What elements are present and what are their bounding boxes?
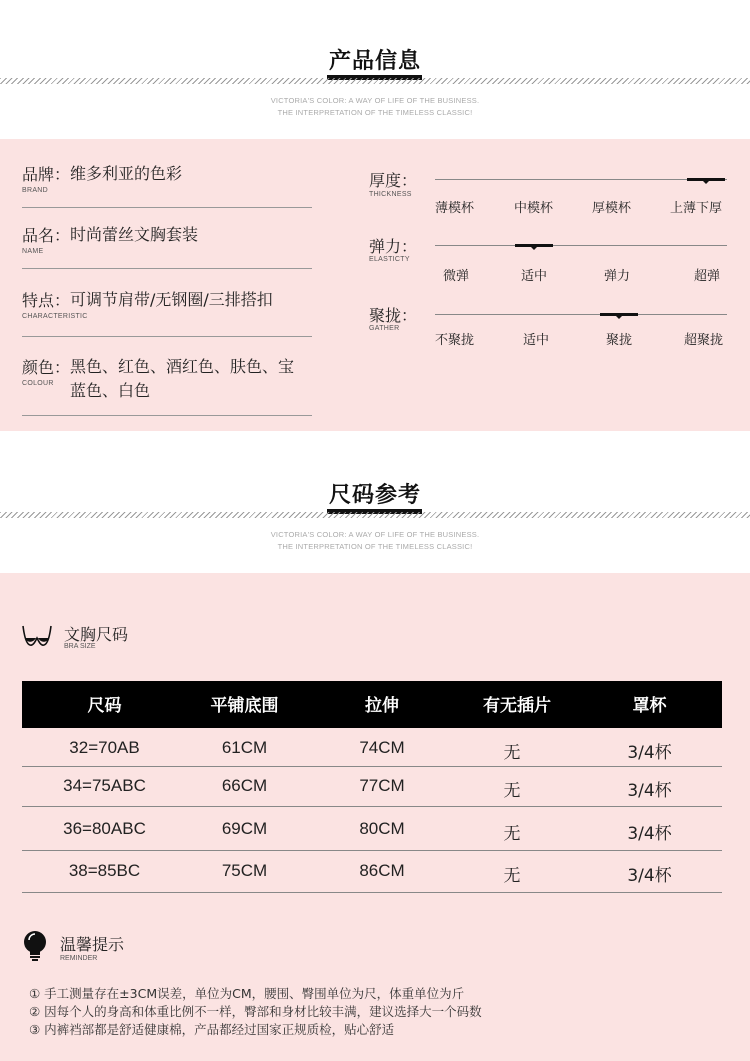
scale-elasticity (369, 234, 729, 294)
scale-thickness (369, 168, 729, 228)
scale-en: GATHER (369, 325, 400, 332)
column-header: 尺码 (87, 696, 122, 716)
slogan-line2: THE INTERPRETATION OF THE TIMELESS CLASSIC! (277, 542, 473, 551)
info-en: CHARACTERISTIC (22, 313, 88, 320)
cell-flat-band: 61CM (221, 738, 268, 757)
scale-gather (369, 303, 729, 363)
row-divider (22, 766, 722, 767)
scale-option: 不聚拢 (435, 333, 475, 348)
section-title-product-info (0, 44, 750, 75)
info-divider (22, 207, 312, 208)
cell-flat-band: 75CM (221, 861, 268, 880)
cell-size: 36=80ABC (63, 819, 146, 838)
slogan (0, 529, 750, 553)
scale-option: 适中 (523, 333, 550, 348)
row-divider (22, 806, 722, 807)
scale-option: 厚模杯 (592, 201, 632, 216)
column-header: 拉伸 (365, 696, 399, 716)
reminder-item: ① 手工测量存在±3CM误差，单位为CM，腰围、臀围单位为尺，体重单位为斤 (29, 986, 465, 1001)
info-divider (22, 415, 312, 416)
cell-insert: 无 (503, 743, 521, 763)
scale-option: 超聚拢 (684, 333, 724, 348)
scale-selected-marker (600, 313, 638, 316)
scale-option: 超弹 (694, 269, 721, 284)
bra-icon (22, 624, 52, 652)
cell-insert: 无 (503, 866, 521, 886)
slogan-line2: THE INTERPRETATION OF THE TIMELESS CLASSIC! (277, 108, 473, 117)
scale-line (435, 245, 727, 246)
column-header: 平铺底围 (210, 696, 279, 716)
scale-option: 微弹 (443, 269, 470, 284)
scale-en: ELASTICTY (369, 256, 410, 263)
info-key: 颜色： (22, 358, 71, 377)
scale-label: 聚拢： (369, 306, 418, 325)
row-divider (22, 892, 722, 893)
cell-size: 34=75ABC (63, 776, 146, 795)
cell-cup: 3/4杯 (627, 824, 672, 844)
scale-option: 薄模杯 (435, 201, 475, 216)
scale-label: 厚度： (369, 171, 418, 190)
info-characteristic (22, 288, 312, 320)
column-header: 有无插片 (483, 696, 551, 716)
cell-size: 38=85BC (68, 861, 141, 880)
info-value: 维多利亚的色彩 (70, 164, 183, 183)
reminder-item: ② 因每个人的身高和体重比例不一样，臀部和身材比较丰满，建议选择大一个码数 (29, 1004, 482, 1019)
table-header (22, 681, 722, 728)
bra-size-en: BRA SIZE (64, 643, 96, 650)
bra-size-title: 文胸尺码 (64, 625, 129, 644)
cell-flat-band: 66CM (221, 776, 268, 795)
info-brand (22, 162, 312, 194)
reminder-en: REMINDER (60, 955, 98, 962)
info-colour (22, 355, 312, 403)
scale-en: THICKNESS (369, 191, 412, 198)
column-header: 罩杯 (632, 696, 667, 716)
scale-selected-marker (515, 244, 553, 247)
scale-selected-marker (687, 178, 725, 181)
info-divider (22, 268, 312, 269)
row-divider (22, 850, 722, 851)
scale-option: 适中 (521, 269, 548, 284)
product-info-title: 产品信息 (328, 49, 421, 74)
cell-stretch: 74CM (359, 738, 405, 757)
cell-size: 32=70AB (69, 738, 140, 757)
cell-cup: 3/4杯 (627, 743, 672, 763)
scale-line (435, 314, 727, 315)
scale-option: 中模杯 (514, 201, 554, 216)
slogan-line1: VICTORIA'S COLOR: A WAY OF LIFE OF THE BUSINESS. (270, 530, 480, 539)
size-ref-title: 尺码参考 (328, 483, 421, 508)
info-key: 特点： (22, 291, 71, 310)
cell-stretch: 86CM (359, 861, 405, 880)
scale-line (435, 179, 727, 180)
info-en: COLOUR (22, 380, 54, 387)
reminder-item: ③ 内裤裆部都是舒适健康棉，产品都经过国家正规质检，贴心舒适 (29, 1022, 395, 1037)
cell-cup: 3/4杯 (627, 781, 672, 801)
scale-label: 弹力： (369, 237, 418, 256)
info-en: NAME (22, 248, 44, 255)
cell-insert: 无 (503, 824, 521, 844)
info-key: 品牌： (22, 165, 71, 184)
scale-option: 上薄下厚 (670, 201, 723, 216)
info-divider (22, 336, 312, 337)
info-en: BRAND (22, 187, 49, 194)
info-name (22, 223, 312, 255)
section-title-size (0, 478, 750, 509)
scale-option: 弹力 (604, 269, 631, 284)
slogan (0, 95, 750, 119)
cell-cup: 3/4杯 (627, 866, 672, 886)
info-value: 黑色、红色、酒红色、肤色、宝蓝色、白色 (70, 357, 295, 400)
cell-insert: 无 (503, 781, 521, 801)
scale-option: 聚拢 (606, 333, 633, 348)
reminder-title: 温馨提示 (60, 935, 125, 954)
slogan-line1: VICTORIA'S COLOR: A WAY OF LIFE OF THE BUSINESS. (270, 96, 480, 105)
zigzag-divider (0, 512, 750, 518)
info-value: 可调节肩带/无钢圈/三排搭扣 (70, 290, 273, 309)
lightbulb-icon (22, 930, 48, 966)
zigzag-divider (0, 78, 750, 84)
info-value: 时尚蕾丝文胸套装 (70, 225, 199, 244)
size-table (22, 681, 722, 893)
cell-stretch: 77CM (359, 776, 405, 795)
cell-stretch: 80CM (359, 819, 405, 838)
info-key: 品名： (22, 226, 71, 245)
cell-flat-band: 69CM (221, 819, 268, 838)
